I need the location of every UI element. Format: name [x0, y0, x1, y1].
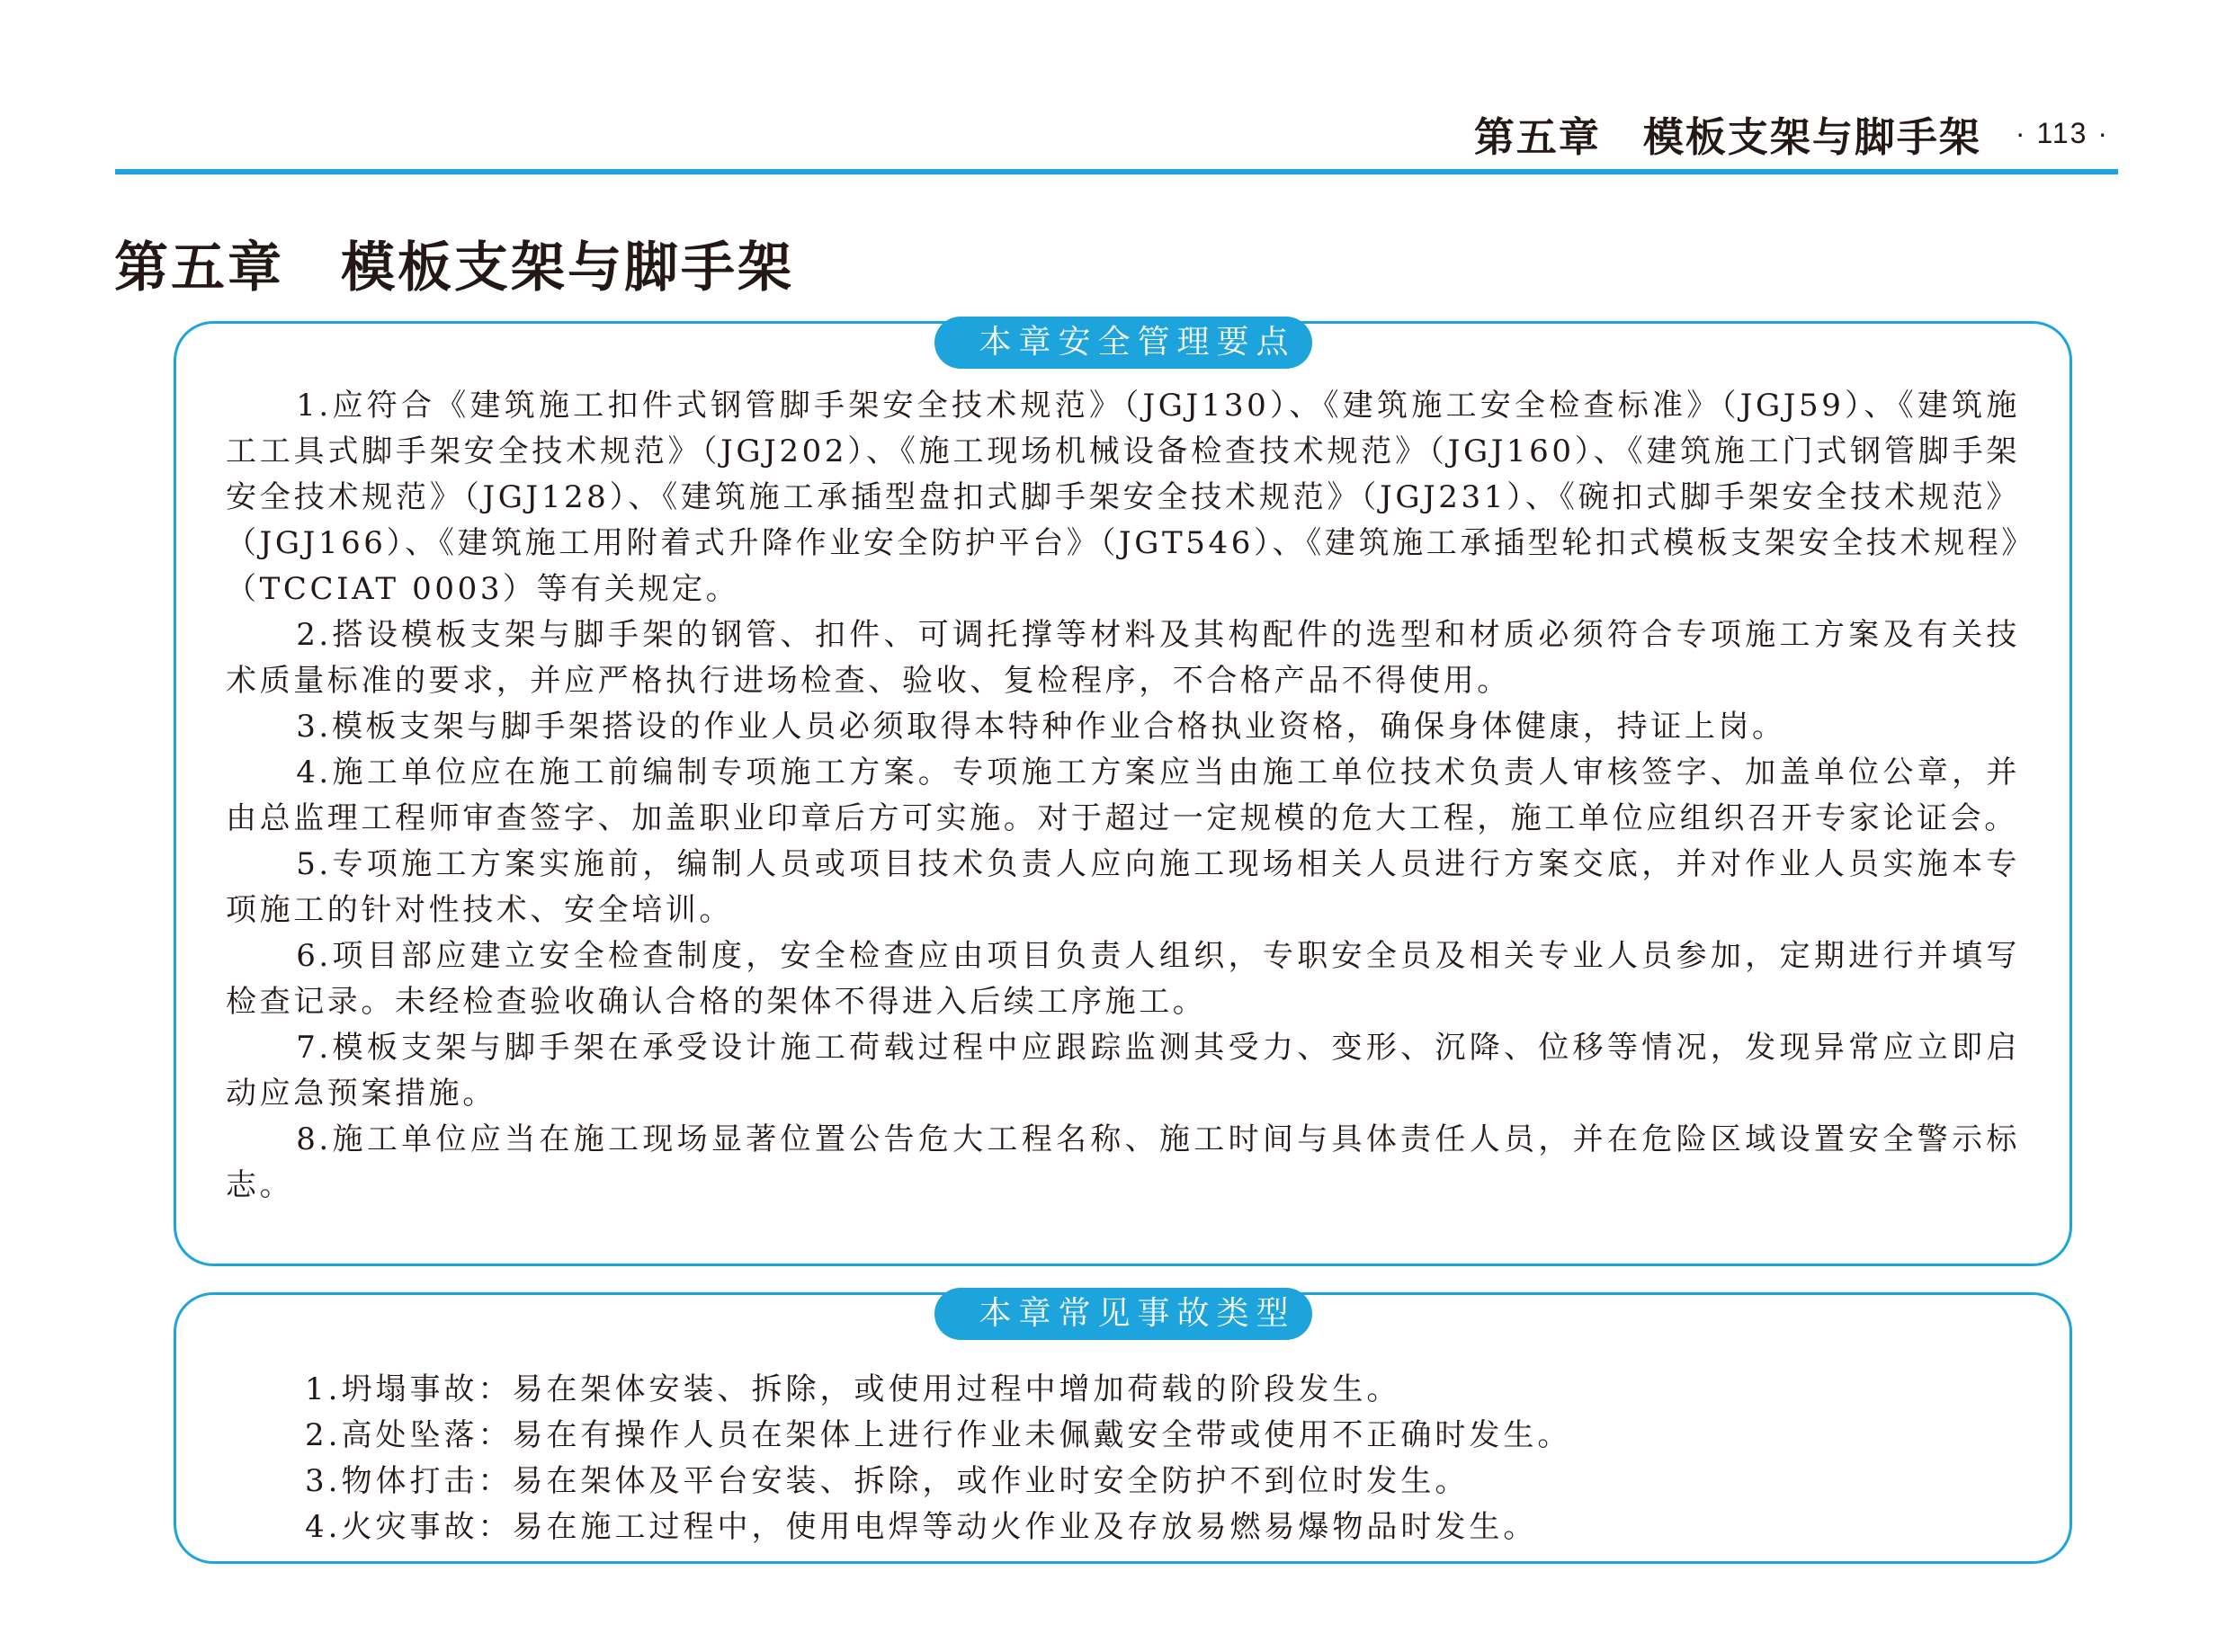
accident-type-item: 2.高处坠落：易在有操作人员在架体上进行作业未佩戴安全带或使用不正确时发生。 [305, 1417, 1572, 1453]
header-divider [115, 169, 2118, 174]
accident-type-item: 3.物体打击：易在架体及平台安装、拆除，或作业时安全防护不到位时发生。 [305, 1463, 1470, 1499]
safety-point: 6.项目部应建立安全检查制度，安全检查应由项目负责人组织，专职安全员及相关专业人员参加，定期进行并填写检查记录。未经检查验收确认合格的架体不得进入后续工序施工。 [226, 938, 2020, 1020]
safety-points-body [226, 383, 2020, 1209]
accident-types-body [226, 1367, 2020, 1550]
safety-point: 1.应符合《建筑施工扣件式钢管脚手架安全技术规范》（JGJ130）、《建筑施工安全检查标准》（JGJ59）、《建筑施工工具式脚手架安全技术规范》（JGJ202）、《施工现场机械设备检查技术规范》（JGJ160）、《建筑施工门式钢管脚手架安全技术规范》（JGJ128）、《建筑施工承插型盘扣式脚手架安全技术规范》（JGJ231）、《碗扣式脚手架安全技术规范》（JGJ166）、《建筑施工用附着式升降作业安全防护平台》（JGT546）、《建筑施工承插型轮扣式模板支架安全技术规程》（TCCIAT 0003）等有关规定。 [226, 388, 2020, 607]
accident-type-item: 4.火灾事故：易在施工过程中，使用电焊等动火作业及存放易燃易爆物品时发生。 [305, 1509, 1538, 1545]
running-head [1474, 106, 2109, 160]
safety-point: 7.模板支架与脚手架在承受设计施工荷载过程中应跟踪监测其受力、变形、沉降、位移等情况，发现异常应立即启动应急预案措施。 [226, 1030, 2020, 1112]
safety-point: 2.搭设模板支架与脚手架的钢管、扣件、可调托撑等材料及其构配件的选型和材质必须符合专项施工方案及有关技术质量标准的要求，并应严格执行进场检查、验收、复检程序，不合格产品不得使用。 [226, 617, 2020, 699]
accident-types-box [174, 1292, 2072, 1564]
safety-point: 3.模板支架与脚手架搭设的作业人员必须取得本特种作业合格执业资格，确保身体健康，持证上岗。 [296, 709, 1786, 745]
safety-points-heading: 本章安全管理要点 [934, 317, 1312, 369]
page-number: · 113 · [2015, 116, 2109, 149]
accident-types-heading: 本章常见事故类型 [934, 1288, 1312, 1340]
safety-points-box [174, 321, 2072, 1266]
accident-type-item: 1.坍塌事故：易在架体安装、拆除，或使用过程中增加荷载的阶段发生。 [305, 1371, 1401, 1407]
running-head-title: 第五章 模板支架与脚手架 [1473, 112, 1981, 161]
safety-point: 4.施工单位应在施工前编制专项施工方案。专项施工方案应当由施工单位技术负责人审核签字、加盖单位公章，并由总监理工程师审查签字、加盖职业印章后方可实施。对于超过一定规模的危大工程，施工单位应组织召开专家论证会。 [226, 755, 2020, 836]
safety-point: 8.施工单位应当在施工现场显著位置公告危大工程名称、施工时间与具体责任人员，并在危险区域设置安全警示标志。 [226, 1121, 2020, 1203]
safety-point: 5.专项施工方案实施前，编制人员或项目技术负责人应向施工现场相关人员进行方案交底，并对作业人员实施本专项施工的针对性技术、安全培训。 [226, 846, 2020, 928]
chapter-title: 第五章 模板支架与脚手架 [114, 237, 794, 299]
